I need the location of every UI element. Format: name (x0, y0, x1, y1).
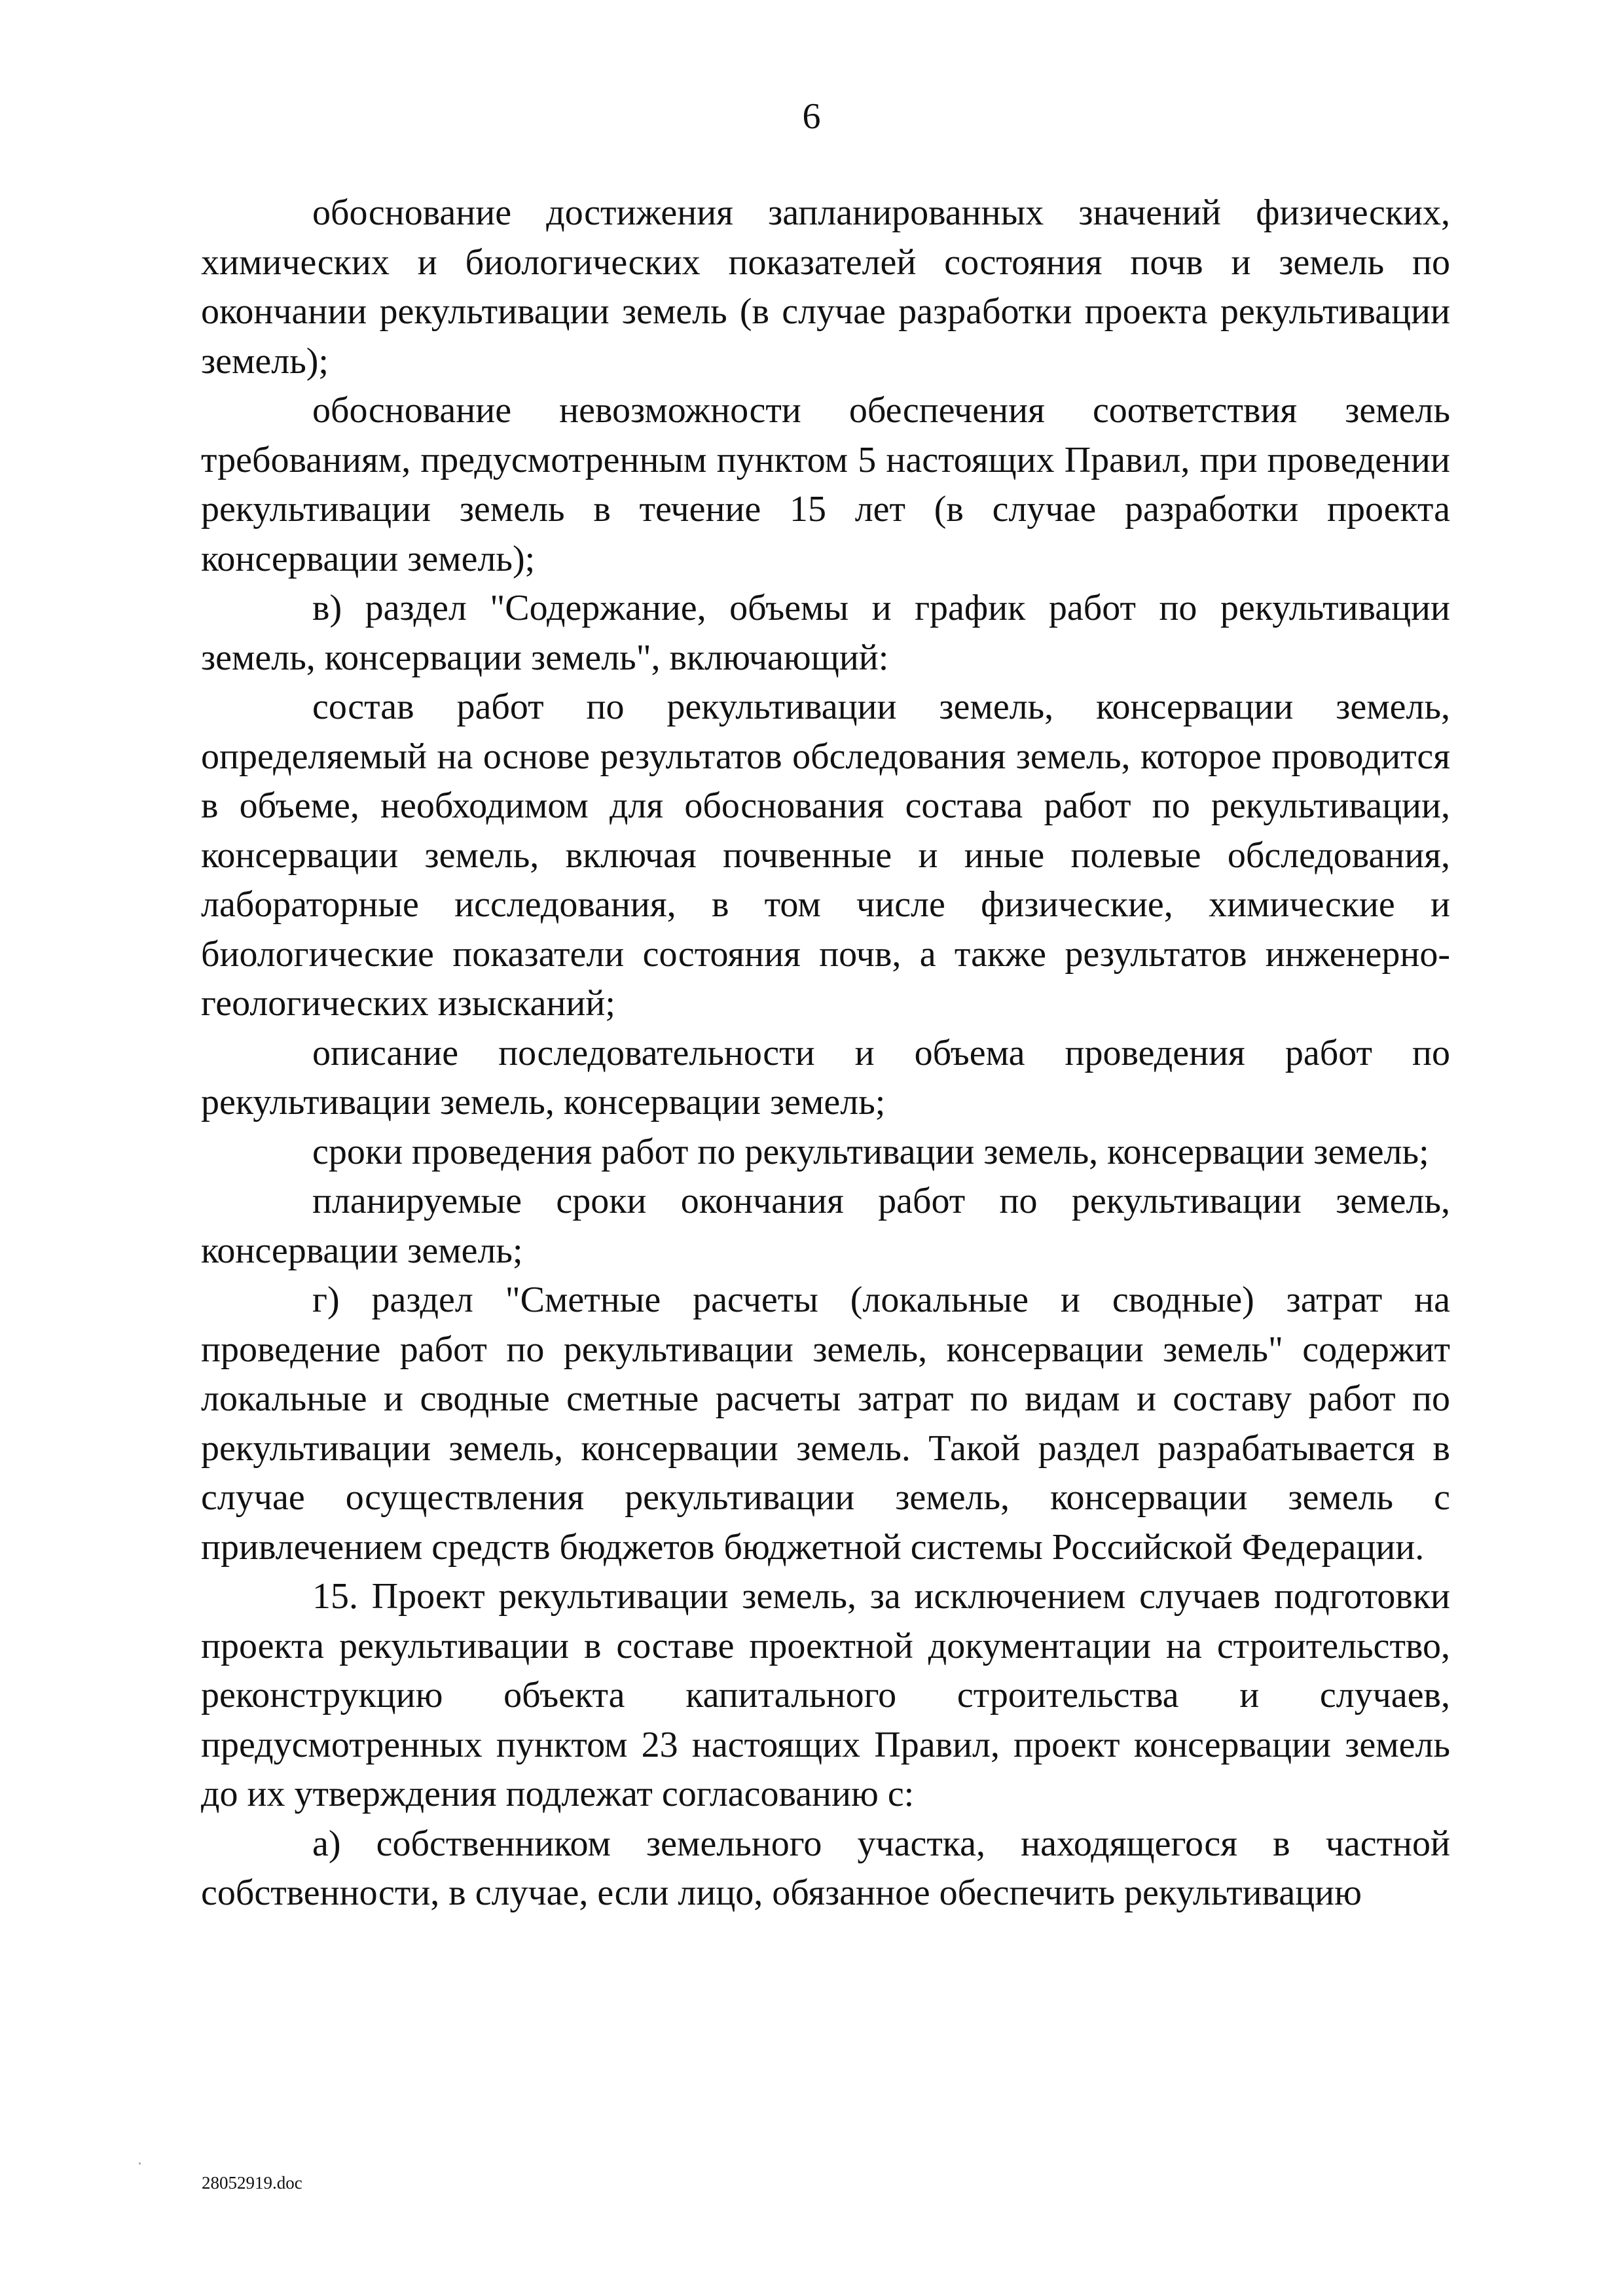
paragraph-section-g: г) раздел "Сметные расчеты (локальные и сводные) затрат на проведение работ по рекультивации земель, консервации земель" содержит локальные и сводные сметные расчеты затрат по видам и составу работ по рекультивации земель, консервации земель. Такой раздел разрабатывается в случае осуществления рекультивации земель, консервации земель с привлечением средств бюджетов бюджетной системы Российской Федерации. (201, 1280, 1450, 1568)
paragraph-work-composition: состав работ по рекультивации земель, консервации земель, определяемый на основе результатов обследования земель, которое проводится в объеме, необходимом для обоснования состава работ по рекультивации, консервации земель, включая почвенные и иные полевые обследования, лабораторные исследования, в том числе физические, химические и биологические показатели состояния почв, а также результатов инженерно-геологических изысканий; (201, 687, 1450, 1024)
paragraph-clause-15: 15. Проект рекультивации земель, за исключением случаев подготовки проекта рекультивации в составе проектной документации на строительство, реконструкцию объекта капитального строительства и случаев, предусмотренных пунктом 23 настоящих Правил, проект консервации земель до их утверждения подлежат согласованию с: (201, 1576, 1450, 1814)
paragraph-work-sequence: описание последовательности и объема проведения работ по рекультивации земель, консервации земель; (201, 1032, 1450, 1122)
scan-speck (139, 2162, 141, 2164)
paragraph-section-v: в) раздел "Содержание, объемы и график работ по рекультивации земель, консервации земель", включающий: (201, 588, 1450, 678)
paragraph-conservation-justification: обоснование невозможности обеспечения соответствия земель требованиям, предусмотренным пунктом 5 настоящих Правил, при проведении рекультивации земель в течение 15 лет (в случае разработки проекта консервации земель); (201, 390, 1450, 579)
page-number: 6 (802, 96, 821, 137)
paragraph-planned-completion: планируемые сроки окончания работ по рекультивации земель, консервации земель; (201, 1181, 1450, 1271)
paragraph-work-dates: сроки проведения работ по рекультивации земель, консервации земель; (312, 1131, 1429, 1172)
paragraph-clause-15a: а) собственником земельного участка, находящегося в частной собственности, в случае, если лицо, обязанное обеспечить рекультивацию (201, 1823, 1450, 1913)
document-body (201, 188, 1450, 1918)
footer-filename: 28052919.doc (202, 2173, 302, 2193)
paragraph-justification-indicators: обоснование достижения запланированных значений физических, химических и биологических показателей состояния почв и земель по окончании рекультивации земель (в случае разработки проекта рекультивации земель); (201, 192, 1450, 382)
